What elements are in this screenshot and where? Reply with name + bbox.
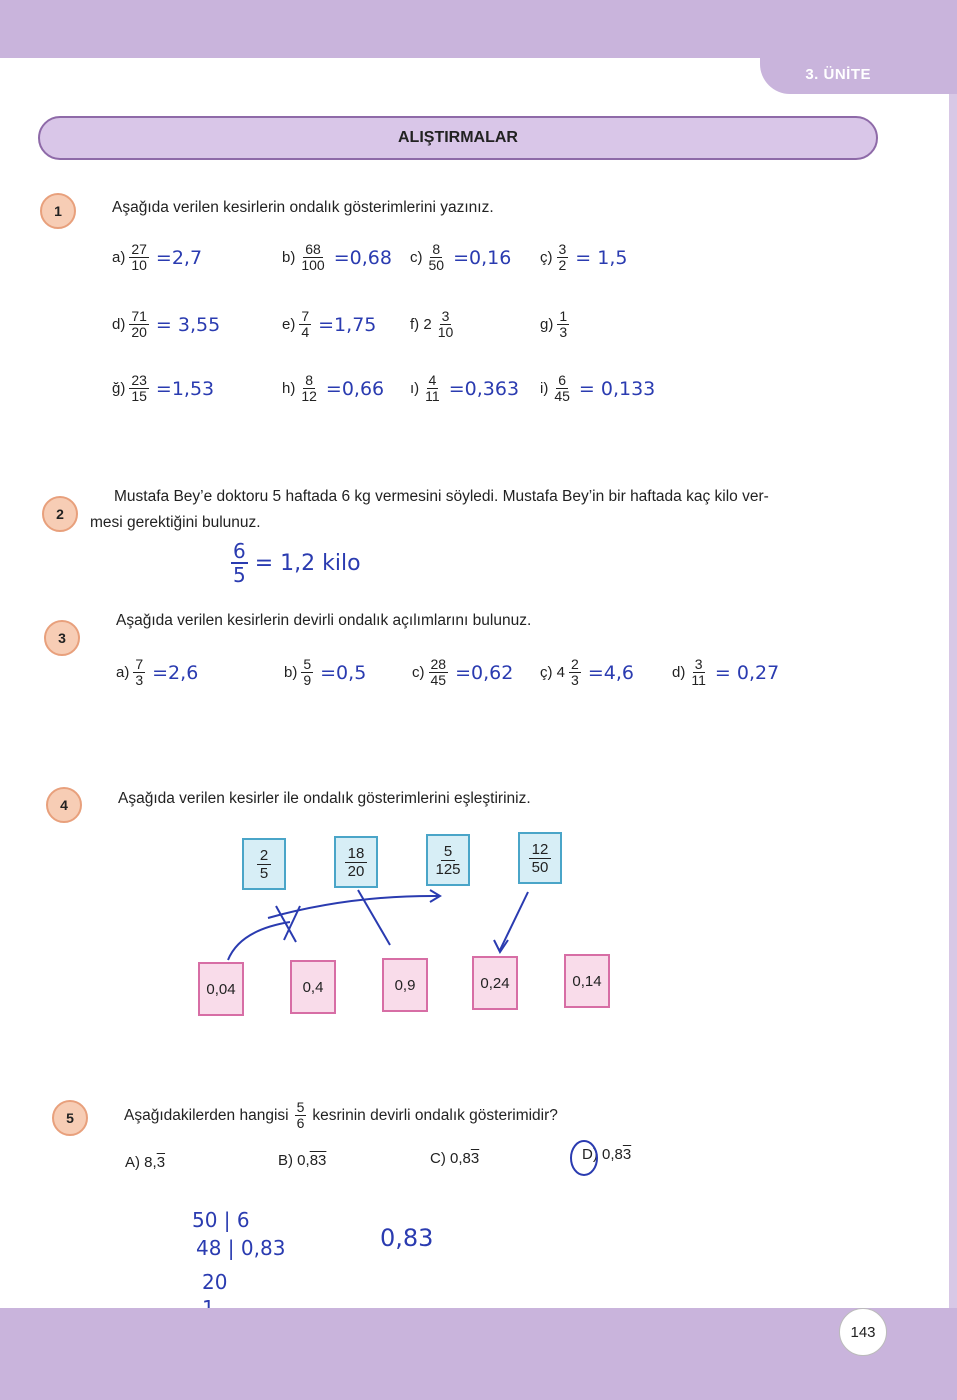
option-c[interactable] — [430, 1150, 479, 1167]
denominator: 100 — [301, 257, 325, 273]
answer-text: = 1,2 kilo — [254, 550, 361, 576]
item-label: c) — [412, 664, 425, 681]
numerator: 3 — [694, 656, 703, 672]
match-line — [500, 892, 528, 950]
question-4-text: Aşağıda verilen kesirler ile ondalık gösterimlerini eşleştiriniz. — [118, 790, 531, 807]
decimal-box[interactable] — [290, 960, 336, 1014]
denominator: 45 — [554, 388, 570, 404]
question-1-text: Aşağıda verilen kesirlerin ondalık gösterimlerini yazınız. — [112, 199, 494, 216]
item-label: ı) — [410, 380, 420, 397]
item-label: a) — [116, 664, 130, 681]
option-a[interactable] — [125, 1154, 165, 1171]
numerator: 2 — [571, 656, 579, 672]
denominator: 20 — [347, 862, 365, 880]
option-label: C) 0,8 — [430, 1150, 471, 1167]
question-5-text-after: kesrinin devirli ondalık gösterimidir? — [312, 1106, 558, 1124]
question-5-badge: 5 — [52, 1100, 88, 1136]
answer-circle-mark — [566, 1136, 606, 1186]
numerator: 7 — [301, 308, 310, 324]
numerator: 6 — [233, 539, 246, 563]
denominator: 20 — [131, 324, 147, 340]
denominator: 5 — [259, 864, 269, 882]
q5-handwritten-answer: 0,83 — [380, 1224, 434, 1252]
item-label: a) — [112, 249, 126, 266]
item-label: b) — [282, 249, 296, 266]
numerator: 8 — [432, 241, 441, 257]
item-label: d) — [112, 316, 126, 333]
handwritten-answer: =2,6 — [152, 661, 199, 684]
denominator: 10 — [131, 257, 147, 273]
numerator: 71 — [131, 308, 147, 324]
item-label: h) — [282, 380, 296, 397]
numerator: 1 — [559, 308, 568, 324]
denominator: 12 — [301, 388, 317, 404]
handwritten-answer: =0,16 — [453, 246, 512, 269]
item-label: f) 2 — [410, 316, 432, 333]
denominator: 15 — [131, 388, 147, 404]
option-label: A) 8, — [125, 1154, 157, 1171]
option-repeating-part: 3 — [470, 1150, 480, 1167]
question-1-badge: 1 — [40, 193, 76, 229]
item-label: ğ) — [112, 380, 126, 397]
handwritten-answer: =4,6 — [587, 661, 634, 684]
numerator: 6 — [558, 372, 567, 388]
denominator: 45 — [430, 672, 447, 688]
denominator: 3 — [135, 672, 144, 688]
unit-label: 3. ÜNİTE — [805, 66, 871, 83]
question-5-text — [124, 1100, 558, 1131]
numerator: 3 — [441, 308, 450, 324]
division-line-1: 50 | 6 — [192, 1208, 250, 1232]
question-2-text-line2: mesi gerektiğini bulunuz. — [90, 514, 261, 531]
numerator: 7 — [135, 656, 144, 672]
decimal-value: 0,14 — [572, 972, 602, 990]
numerator: 23 — [131, 372, 147, 388]
denominator: 10 — [437, 324, 454, 340]
question-3-badge: 3 — [44, 620, 80, 656]
item-label: d) — [672, 664, 686, 681]
handwritten-answer: = 1,5 — [575, 246, 628, 269]
decimal-box[interactable] — [564, 954, 610, 1008]
page-number: 143 — [839, 1308, 887, 1356]
numerator: 27 — [131, 241, 147, 257]
handwritten-answer: =0,68 — [333, 246, 392, 269]
item-label: ç) 4 — [540, 664, 566, 681]
option-b[interactable] — [278, 1152, 326, 1169]
denominator: 11 — [425, 388, 440, 404]
item-label: g) — [540, 316, 554, 333]
section-title: ALIŞTIRMALAR — [398, 129, 518, 146]
handwritten-answer: =1,75 — [318, 313, 377, 336]
denominator: 5 — [233, 563, 246, 587]
handwritten-answer: =2,7 — [155, 246, 203, 269]
numerator: 12 — [529, 841, 552, 859]
option-repeating-part: 83 — [309, 1152, 327, 1169]
denominator: 125 — [435, 860, 461, 878]
decimal-box[interactable] — [472, 956, 518, 1010]
handwritten-answer: =0,5 — [320, 661, 367, 684]
division-line-2: 48 | 0,83 — [196, 1236, 286, 1260]
numerator: 68 — [305, 241, 321, 257]
denominator: 11 — [691, 672, 706, 688]
question-5-text-before: Aşağıdakilerden hangisi — [124, 1106, 289, 1124]
numerator: 8 — [305, 372, 314, 388]
item-label: c) — [410, 249, 423, 266]
item-label: b) — [284, 664, 298, 681]
decimal-value: 0,4 — [302, 978, 324, 996]
denominator: 3 — [571, 672, 579, 688]
numerator: 5 — [441, 843, 455, 861]
option-repeating-part: 3 — [156, 1154, 166, 1171]
question-2-text-line1: Mustafa Bey’e doktoru 5 haftada 6 kg vermesini söyledi. Mustafa Bey’in bir haftada kaç kilo ver- — [114, 488, 769, 505]
handwritten-answer: =0,363 — [448, 377, 520, 400]
decimal-value: 0,24 — [480, 974, 510, 992]
denominator: 6 — [296, 1115, 305, 1131]
denominator: 2 — [558, 257, 567, 273]
numerator: 3 — [558, 241, 567, 257]
decimal-box[interactable] — [198, 962, 244, 1016]
option-repeating-part: 3 — [622, 1146, 632, 1163]
numerator: 4 — [428, 372, 437, 388]
handwritten-answer: = 0,27 — [714, 661, 780, 684]
question-3-text: Aşağıda verilen kesirlerin devirli ondalık açılımlarını bulunuz. — [116, 612, 532, 629]
decimal-value: 0,9 — [394, 976, 416, 994]
denominator: 50 — [531, 858, 549, 876]
handwritten-answer: = 3,55 — [155, 313, 221, 336]
handwritten-answer: =1,53 — [155, 377, 215, 400]
question-4-badge: 4 — [46, 787, 82, 823]
numerator: 5 — [303, 656, 312, 672]
numerator: 28 — [430, 656, 447, 672]
denominator: 9 — [303, 672, 312, 688]
denominator: 50 — [428, 257, 445, 273]
numerator: 5 — [296, 1099, 305, 1115]
handwritten-answer: =0,66 — [325, 377, 385, 400]
denominator: 3 — [559, 324, 568, 340]
circle-mark — [571, 1141, 597, 1175]
decimal-box[interactable] — [382, 958, 428, 1012]
match-line — [268, 896, 440, 918]
division-line-3: 20 — [202, 1270, 228, 1294]
numerator: 2 — [257, 847, 271, 865]
numerator: 18 — [345, 845, 368, 863]
handwritten-answer: =0,62 — [455, 661, 514, 684]
item-label: i) — [540, 380, 549, 397]
option-label: D) 0,8 — [582, 1146, 623, 1163]
bottom-band — [0, 1308, 957, 1400]
fraction — [295, 1100, 307, 1131]
option-label: B) 0, — [278, 1152, 310, 1169]
match-line — [228, 922, 290, 960]
item-label: e) — [282, 316, 296, 333]
denominator: 4 — [301, 324, 310, 340]
question-2-badge: 2 — [42, 496, 78, 532]
handwritten-answer: = 0,133 — [578, 377, 656, 400]
item-label: ç) — [540, 249, 553, 266]
decimal-value: 0,04 — [206, 980, 236, 998]
